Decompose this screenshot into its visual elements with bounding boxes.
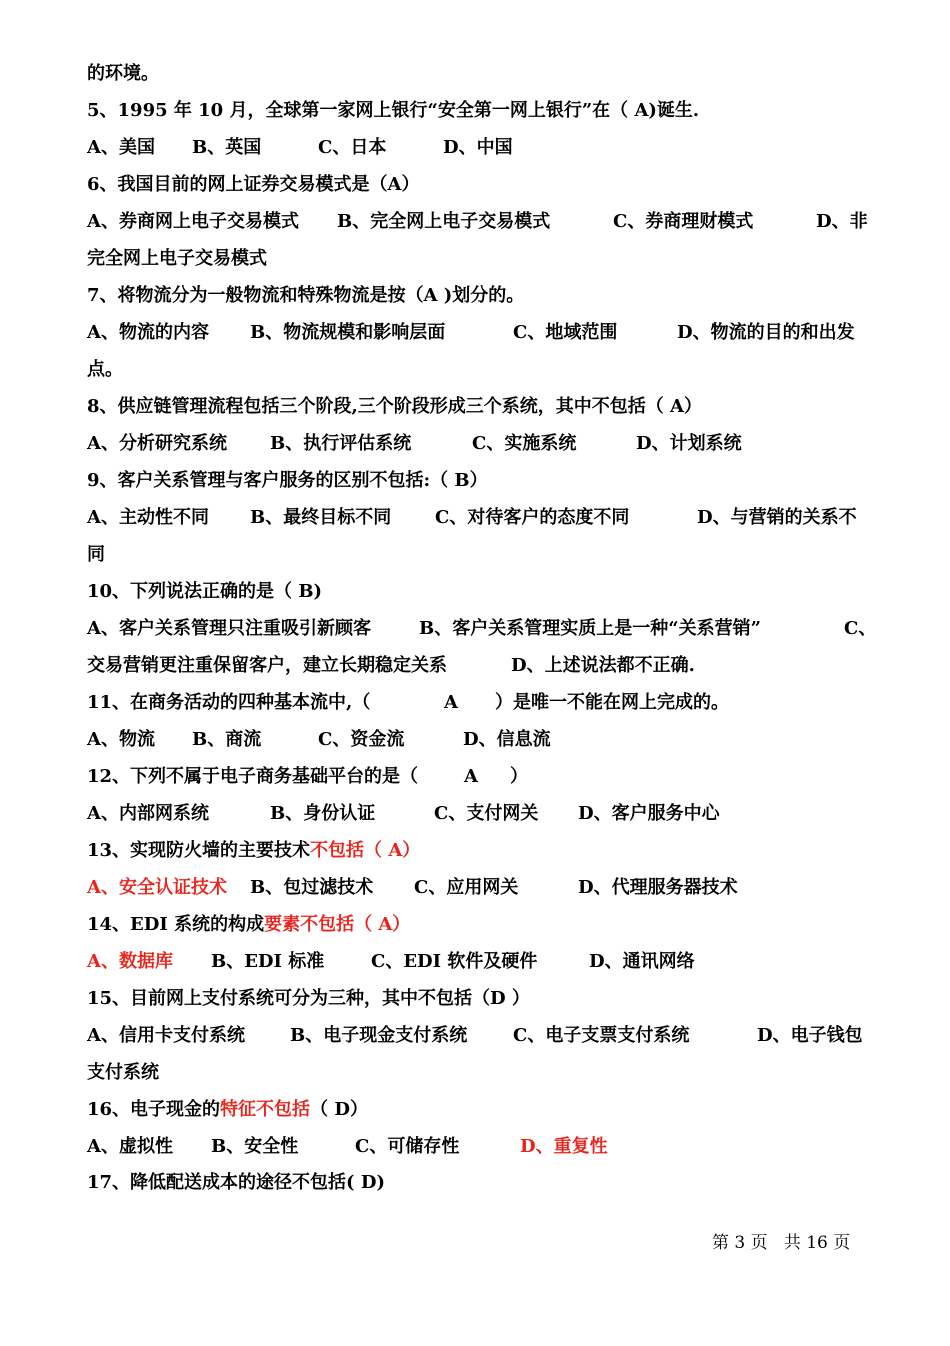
option-b: B、客户关系管理实质上是一种“关系营销”: [419, 618, 761, 639]
option-d: D、物流的目的和出发: [677, 322, 855, 343]
option-c: C、实施系统: [472, 433, 577, 454]
option-b: B、商流: [192, 729, 262, 750]
option-b: B、安全性: [211, 1136, 299, 1157]
option-d: D、重复性: [520, 1136, 608, 1157]
question-text: 12、下列不属于电子商务基础平台的是（: [87, 766, 419, 787]
option-a: A、安全认证技术: [87, 877, 227, 898]
question-13: [87, 839, 420, 863]
question-16-options: [87, 1135, 865, 1279]
question-6-continued: 完全网上电子交易模式: [87, 248, 267, 269]
question-text: 13、实现防火墙的主要技术: [87, 840, 311, 861]
option-c: C、对待客户的态度不同: [435, 507, 630, 528]
question-7-continued: 点。: [87, 359, 123, 380]
option-d: D、上述说法都不正确.: [511, 655, 695, 676]
option-d: D、计划系统: [636, 433, 742, 454]
option-c: C、应用网关: [414, 877, 519, 898]
option-a: A、数据库: [87, 951, 173, 972]
option-a: A、信用卡支付系统: [87, 1025, 245, 1046]
option-b: B、完全网上电子交易模式: [337, 211, 551, 232]
option-b: B、EDI 标准: [211, 951, 325, 972]
option-a: A、内部网系统: [87, 803, 209, 824]
option-d: D、非: [816, 211, 868, 232]
option-c: C、: [844, 618, 877, 639]
answer: A: [444, 692, 458, 713]
option-d: D、与营销的关系不: [697, 507, 857, 528]
option-c: C、支付网关: [434, 803, 539, 824]
option-b: B、电子现金支付系统: [290, 1025, 468, 1046]
question-text: 14、EDI 系统的构成: [87, 914, 265, 935]
option-b: B、物流规模和影响层面: [250, 322, 446, 343]
option-a: A、券商网上电子交易模式: [87, 211, 299, 232]
question-text-end: ）是唯一不能在网上完成的。: [495, 692, 729, 713]
question-9-continued: 同: [87, 544, 105, 565]
option-a: A、客户关系管理只注重吸引新顾客: [87, 618, 371, 639]
highlighted-text: 不包括（ A）: [310, 840, 421, 861]
question-7: 7、将物流分为一般物流和特殊物流是按（A )划分的。: [87, 285, 525, 306]
option-d: D、中国: [443, 137, 513, 158]
question-text-end: （ D）: [310, 1099, 368, 1120]
option-a: A、物流的内容: [87, 322, 209, 343]
question-8: 8、供应链管理流程包括三个阶段,三个阶段形成三个系统，其中不包括（ A）: [87, 396, 703, 417]
option-c: C、地域范围: [513, 322, 618, 343]
question-14: [87, 913, 410, 937]
option-a: A、美国: [87, 137, 155, 158]
option-b: B、英国: [192, 137, 262, 158]
option-d: D、通讯网络: [589, 951, 695, 972]
option-c: C、资金流: [318, 729, 405, 750]
question-16: [87, 1098, 368, 1122]
option-d: D、代理服务器技术: [578, 877, 738, 898]
option-a: A、物流: [87, 729, 155, 750]
option-a: A、分析研究系统: [87, 433, 227, 454]
option-a: A、虚拟性: [87, 1136, 173, 1157]
option-b: B、执行评估系统: [270, 433, 412, 454]
page-number-footer: 第 3 页 共 16 页: [712, 1233, 851, 1253]
option-d: D、电子钱包: [757, 1025, 863, 1046]
question-17: 17、降低配送成本的途径不包括( D): [87, 1172, 385, 1193]
question-15: 15、目前网上支付系统可分为三种，其中不包括（D ）: [87, 988, 530, 1009]
option-d: D、客户服务中心: [578, 803, 720, 824]
question-6: 6、我国目前的网上证券交易模式是（A）: [87, 174, 420, 195]
question-15-continued: 支付系统: [87, 1062, 159, 1083]
option-c: C、EDI 软件及硬件: [371, 951, 538, 972]
question-5: 5、1995 年 10 月，全球第一家网上银行“安全第一网上银行”在（ A)诞生.: [87, 100, 700, 121]
option-d: D、信息流: [463, 729, 551, 750]
option-b: B、身份认证: [270, 803, 376, 824]
option-c: C、券商理财模式: [613, 211, 754, 232]
option-c: C、日本: [318, 137, 387, 158]
option-a: A、主动性不同: [87, 507, 209, 528]
question-text: 16、电子现金的: [87, 1099, 221, 1120]
answer: A: [464, 766, 478, 787]
option-b: B、最终目标不同: [250, 507, 392, 528]
option-c: C、电子支票支付系统: [513, 1025, 690, 1046]
question-9: 9、客户关系管理与客户服务的区别不包括:（ B）: [87, 470, 488, 491]
question-10: 10、下列说法正确的是（ B): [87, 581, 323, 602]
highlighted-text: 要素不包括（ A）: [264, 914, 411, 935]
question-text-end: ）: [510, 766, 528, 787]
option-b: B、包过滤技术: [250, 877, 374, 898]
option-c: C、可储存性: [355, 1136, 460, 1157]
text-line: 的环境。: [87, 63, 159, 84]
question-text: 11、在商务活动的四种基本流中,（: [87, 692, 371, 713]
option-c-text: 交易营销更注重保留客户，建立长期稳定关系: [87, 655, 447, 676]
highlighted-text: 特征不包括: [220, 1099, 311, 1120]
